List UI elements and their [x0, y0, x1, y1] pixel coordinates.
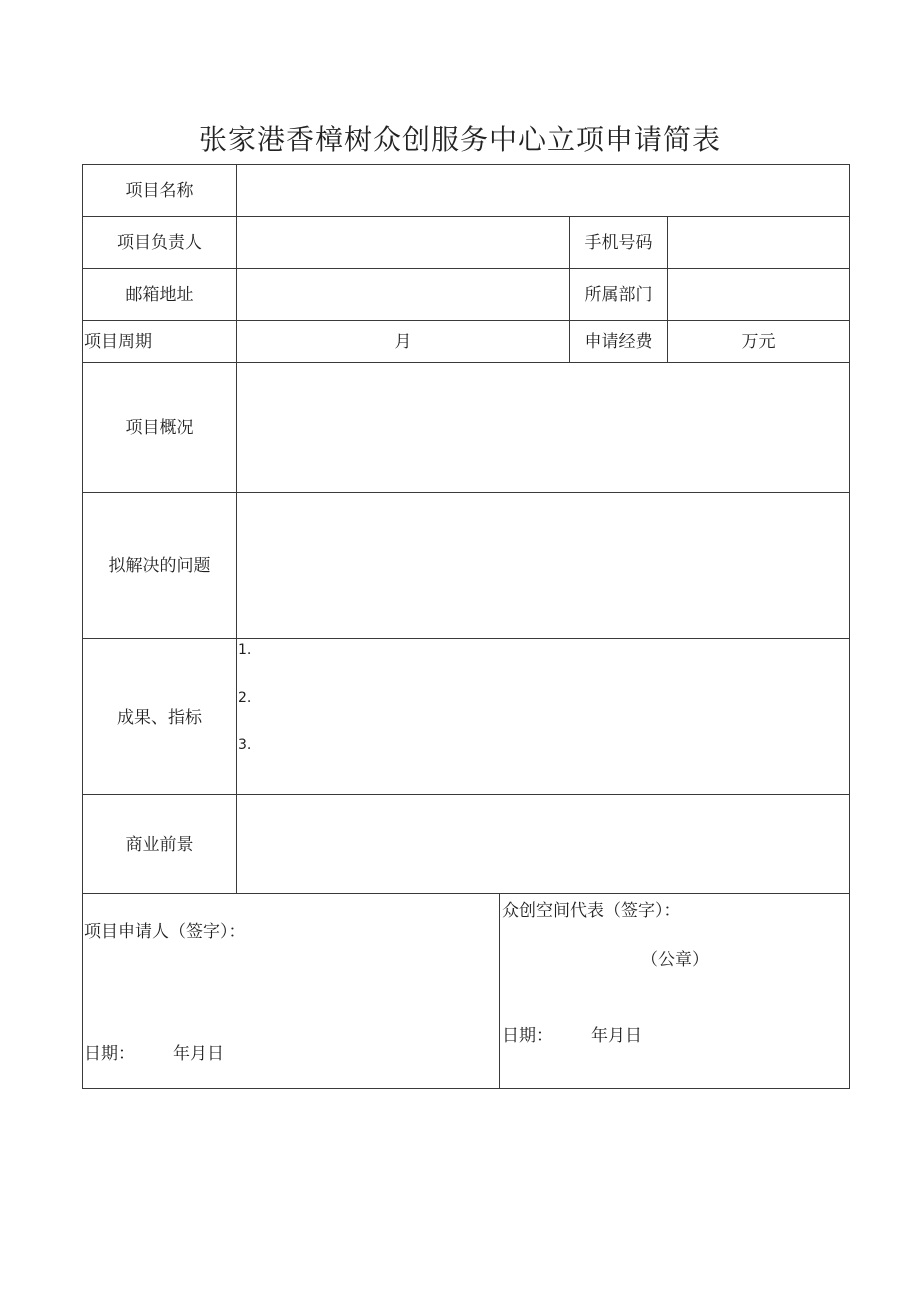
results-label: 成果、指标: [117, 708, 202, 728]
table-border-bottom: [82, 1088, 850, 1089]
period-unit: 月: [394, 332, 412, 352]
rep-date-unit: 年月日: [591, 1026, 642, 1046]
business-field[interactable]: [237, 795, 849, 893]
applicant-date-unit: 年月日: [173, 1044, 224, 1064]
phone-label: 手机号码: [584, 233, 653, 253]
table-border-right: [849, 164, 850, 1089]
department-field[interactable]: [668, 269, 849, 320]
phone-field[interactable]: [668, 217, 849, 268]
problem-label: 拟解决的问题: [108, 556, 211, 576]
results-field[interactable]: [237, 639, 849, 794]
results-item: 2.: [238, 690, 252, 706]
department-label: 所属部门: [584, 285, 653, 305]
seal-label: （公章）: [641, 950, 709, 970]
applicant-sign-label: 项目申请人（签字）：: [84, 922, 246, 942]
rep-date-label: 日期：: [502, 1026, 553, 1046]
project-name-field[interactable]: [237, 165, 849, 216]
email-label: 邮箱地址: [125, 285, 194, 305]
project-leader-label: 项目负责人: [117, 233, 202, 253]
project-name-label: 项目名称: [125, 181, 194, 201]
overview-field[interactable]: [237, 363, 849, 492]
business-label: 商业前景: [125, 835, 194, 855]
rep-signature-area[interactable]: [500, 894, 849, 1088]
email-field[interactable]: [237, 269, 569, 320]
overview-label: 项目概况: [125, 418, 194, 438]
project-period-label: 项目周期: [84, 332, 152, 352]
rep-sign-label: 众创空间代表（签字）：: [502, 901, 681, 921]
applicant-date-label: 日期：: [84, 1044, 135, 1064]
project-leader-field[interactable]: [237, 217, 569, 268]
results-item: 3.: [238, 737, 252, 753]
funding-label: 申请经费: [584, 332, 653, 352]
funding-unit: 万元: [741, 332, 776, 352]
results-item: 1.: [238, 642, 252, 658]
problem-field[interactable]: [237, 493, 849, 638]
page-title: 张家港香樟树众创服务中心立项申请简表: [198, 123, 721, 156]
